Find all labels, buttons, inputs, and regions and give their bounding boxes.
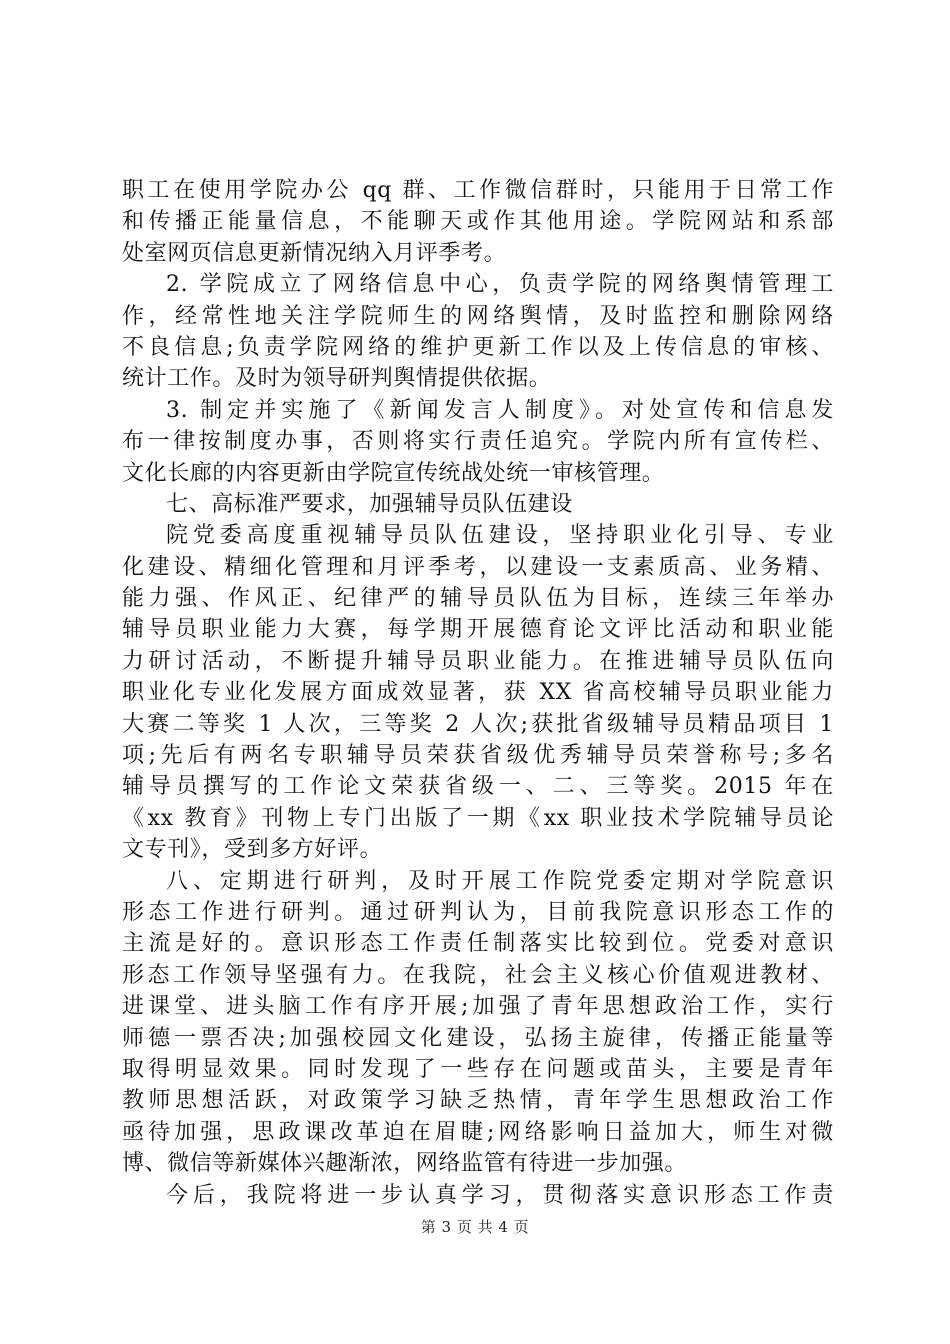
text-line: 教师思想活跃，对政策学习缺乏热情，青年学生思想政治工作 <box>122 1088 834 1114</box>
text-line: 今后，我院将进一步认真学习，贯彻落实意识形态工作责 <box>166 1182 834 1208</box>
text-line: 辅导员撰写的工作论文荣获省级一、二、三等奖。2015 年在 <box>122 774 834 800</box>
text-line: 亟待加强，思政课改革迫在眉睫;网络影响日益加大，师生对微 <box>122 1119 834 1145</box>
text-line: 作，经常性地关注学院师生的网络舆情，及时监控和删除网络 <box>122 303 834 329</box>
text-line: 布一律按制度办事，否则将实行责任追究。学院内所有宣传栏、 <box>122 429 834 455</box>
text-line: 八、定期进行研判，及时开展工作院党委定期对学院意识 <box>166 868 834 894</box>
text-line: 3. 制定并实施了《新闻发言人制度》。对处宣传和信息发 <box>166 397 834 423</box>
section-heading: 七、高标准严要求，加强辅导员队伍建设 <box>166 491 573 517</box>
text-line: 取得明显效果。同时发现了一些存在问题或苗头，主要是青年 <box>122 1056 834 1082</box>
page-number-footer: 第 3 页 共 4 页 <box>420 1218 530 1236</box>
text-line: 主流是好的。意识形态工作责任制落实比较到位。党委对意识 <box>122 931 834 957</box>
text-line: 能力强、作风正、纪律严的辅导员队伍为目标，连续三年举办 <box>122 586 834 612</box>
text-line: 《xx 教育》刊物上专门出版了一期《xx 职业技术学院辅导员论 <box>122 805 834 831</box>
text-line: 文化长廊的内容更新由学院宣传统战处统一审核管理。 <box>122 460 665 486</box>
text-line: 文专刊》，受到多方好评。 <box>122 837 383 863</box>
text-line: 形态工作领导坚强有力。在我院，社会主义核心价值观进教材、 <box>122 962 834 988</box>
text-line: 和传播正能量信息，不能聊天或作其他用途。学院网站和系部 <box>122 209 834 235</box>
text-line: 化建设、精细化管理和月评季考，以建设一支素质高、业务精、 <box>122 554 834 580</box>
text-line: 院党委高度重视辅导员队伍建设，坚持职业化引导、专业 <box>166 523 834 549</box>
text-line: 师德一票否决;加强校园文化建设，弘扬主旋律，传播正能量等 <box>122 1025 834 1051</box>
text-line: 大赛二等奖 1 人次，三等奖 2 人次;获批省级辅导员精品项目 1 <box>122 711 834 737</box>
text-line: 职工在使用学院办公 qq 群、工作微信群时，只能用于日常工作 <box>122 178 834 203</box>
text-line: 力研讨活动，不断提升辅导员职业能力。在推进辅导员队伍向 <box>122 648 834 674</box>
text-line: 不良信息;负责学院网络的维护更新工作以及上传信息的审核、 <box>122 334 834 360</box>
text-line: 形态工作进行研判。通过研判认为，目前我院意识形态工作的 <box>122 899 834 925</box>
document-body <box>122 175 834 1211</box>
text-line: 辅导员职业能力大赛，每学期开展德育论文评比活动和职业能 <box>122 617 834 643</box>
text-line: 进课堂、进头脑工作有序开展;加强了青年思想政治工作，实行 <box>122 994 834 1020</box>
text-line: 项;先后有两名专职辅导员荣获省级优秀辅导员荣誉称号;多名 <box>122 743 834 769</box>
text-line: 博、微信等新媒体兴趣渐浓，网络监管有待进一步加强。 <box>122 1151 688 1177</box>
text-line: 处室网页信息更新情况纳入月评季考。 <box>122 240 507 266</box>
text-line: 职业化专业化发展方面成效显著，获 XX 省高校辅导员职业能力 <box>122 680 834 706</box>
text-line: 2. 学院成立了网络信息中心，负责学院的网络舆情管理工 <box>166 272 834 298</box>
text-line: 统计工作。及时为领导研判舆情提供依据。 <box>122 366 552 392</box>
